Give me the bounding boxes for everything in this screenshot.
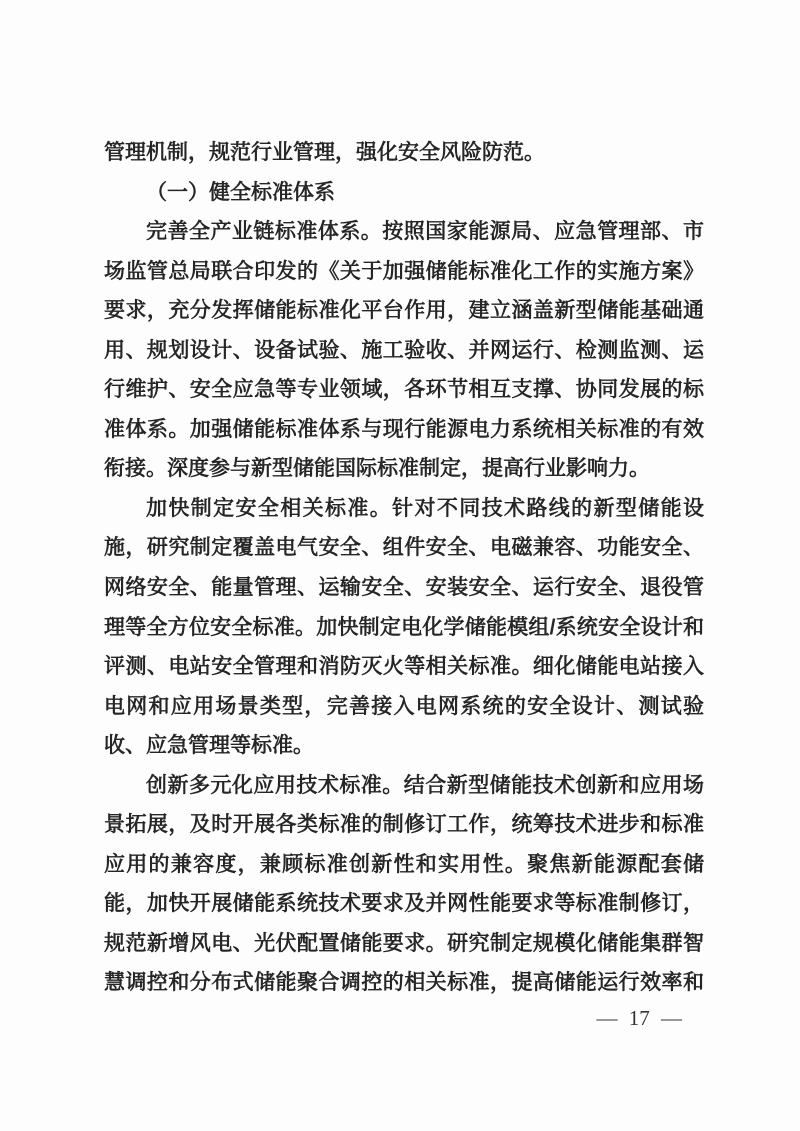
page-number-value: 17	[628, 1006, 650, 1030]
text-line: 完善全产业链标准体系。按照国家能源局、应急管理部、市	[146, 220, 704, 244]
text-line: 理等全方位安全标准。加快制定电化学储能模组/系统安全设计和	[104, 615, 704, 639]
text-line: 景拓展，及时开展各类标准的制修订工作，统筹技术进步和标准	[104, 813, 704, 837]
page-number	[594, 1006, 686, 1030]
text-line: 慧调控和分布式储能聚合调控的相关标准，提高储能运行效率和	[104, 971, 704, 995]
text-line: 电网和应用场景类型，完善接入电网系统的安全设计、测试验	[104, 694, 704, 718]
text-line: 衔接。深度参与新型储能国际标准制定，提高行业影响力。	[104, 457, 650, 481]
text-line: 加快制定安全相关标准。针对不同技术路线的新型储能设	[146, 496, 704, 520]
text-line: 施，研究制定覆盖电气安全、组件安全、电磁兼容、功能安全、	[104, 536, 704, 560]
text-line: 网络安全、能量管理、运输安全、安装安全、运行安全、退役管	[104, 576, 704, 600]
text-line: 场监管总局联合印发的《关于加强储能标准化工作的实施方案》	[104, 259, 704, 283]
text-line: 评测、电站安全管理和消防灭火等相关标准。细化储能电站接入	[104, 655, 704, 679]
text-line: 要求，充分发挥储能标准化平台作用，建立涵盖新型储能基础通	[104, 299, 704, 323]
text-line: 规范新增风电、光伏配置储能要求。研究制定规模化储能集群智	[104, 931, 704, 955]
text-line: 准体系。加强储能标准体系与现行能源电力系统相关标准的有效	[104, 417, 704, 441]
page-number-dash-left: —	[596, 1006, 618, 1030]
text-line: 能，加快开展储能系统技术要求及并网性能要求等标准制修订，	[104, 892, 704, 916]
document-lines	[104, 133, 704, 1003]
text-line: 管理机制，规范行业管理，强化安全风险防范。	[104, 141, 545, 164]
page-number-dash-right: —	[661, 1006, 682, 1030]
section-heading: （一）健全标准体系	[146, 180, 335, 204]
text-line: 行维护、安全应急等专业领域，各环节相互支撑、协同发展的标	[104, 378, 704, 402]
text-line: 应用的兼容度，兼顾标准创新性和实用性。聚焦新能源配套储	[104, 852, 704, 876]
text-line: 创新多元化应用技术标准。结合新型储能技术创新和应用场	[146, 773, 704, 797]
text-line: 用、规划设计、设备试验、施工验收、并网运行、检测监测、运	[104, 338, 704, 362]
text-line: 收、应急管理等标准。	[104, 734, 314, 758]
